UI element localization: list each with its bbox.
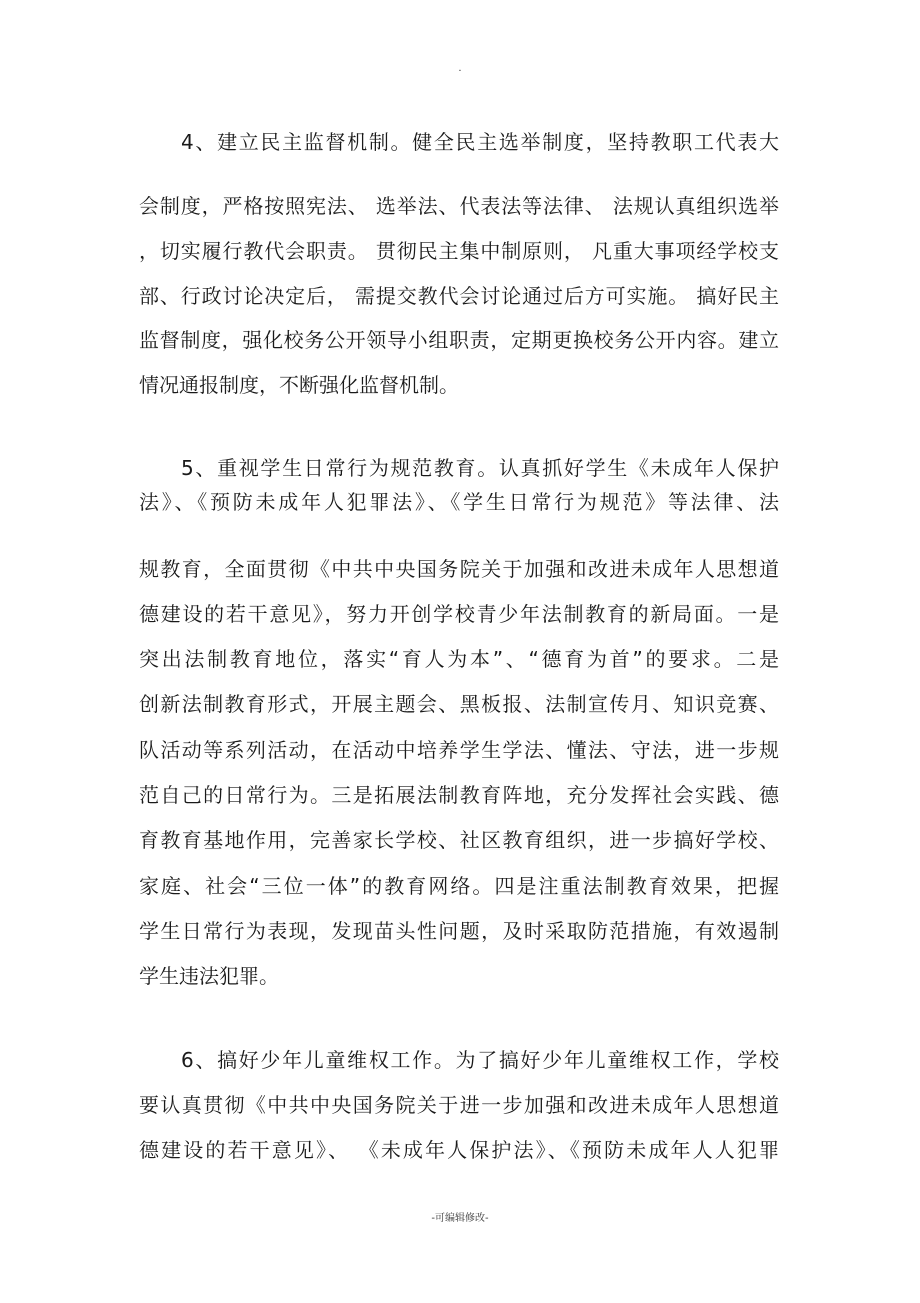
paragraph-6-line-3: 德建设的若干意见》、 《未成年人保护法》、《预防未成年人人犯罪 xyxy=(139,1138,779,1162)
paragraph-4-line-4: 部、行政讨论决定后， 需提交教代会讨论通过后方可实施。 搞好民主 xyxy=(139,284,779,308)
paragraph-5-line-7: 队活动等系列活动，在活动中培养学生学法、懂法、守法，进一步规 xyxy=(139,738,779,762)
paragraph-4-line-1: 4、建立民主监督机制。健全民主选举制度，坚持教职工代表大 xyxy=(181,130,779,154)
paragraph-5-line-3: 规教育，全面贯彻《中共中央国务院关于加强和改进未成年人思想道 xyxy=(139,557,779,581)
paragraph-5-line-8: 范自己的日常行为。三是拓展法制教育阵地，充分发挥社会实践、德 xyxy=(139,783,779,807)
paragraph-5-line-5: 突出法制教育地位，落实“育人为本”、“德育为首”的要求。二是 xyxy=(139,647,779,671)
paragraph-4-line-6: 情况通报制度，不断强化监督机制。 xyxy=(139,373,459,397)
paragraph-6-line-2: 要认真贯彻《中共中央国务院关于进一步加强和改进未成年人思想道 xyxy=(139,1093,779,1117)
paragraph-4-line-3: ，切实履行教代会职责。 贯彻民主集中制原则， 凡重大事项经学校支 xyxy=(139,239,779,263)
paragraph-5-line-10: 家庭、社会“三位一体”的教育网络。四是注重法制教育效果，把握 xyxy=(139,874,779,898)
paragraph-5-line-12: 学生违法犯罪。 xyxy=(139,964,279,988)
paragraph-5-line-11: 学生日常行为表现，发现苗头性问题，及时采取防范措施，有效遏制 xyxy=(139,919,779,943)
paragraph-5-line-6: 创新法制教育形式，开展主题会、黑板报、法制宣传月、知识竞赛、 xyxy=(139,692,779,716)
paragraph-6-line-1: 6、搞好少年儿童维权工作。为了搞好少年儿童维权工作，学校 xyxy=(181,1048,779,1072)
header-mark: . xyxy=(458,63,462,74)
paragraph-5-line-9: 育教育基地作用，完善家长学校、社区教育组织，进一步搞好学校、 xyxy=(139,828,779,852)
paragraph-4-line-5: 监督制度，强化校务公开领导小组职责，定期更换校务公开内容。建立 xyxy=(139,328,779,352)
paragraph-5-line-2: 法》、《预防未成年人犯罪法》、《学生日常行为规范》等法律、法 xyxy=(139,490,779,514)
paragraph-5-line-1: 5、重视学生日常行为规范教育。认真抓好学生《未成年人保护 xyxy=(181,456,779,480)
paragraph-4-line-2: 会制度，严格按照宪法、 选举法、代表法等法律、 法规认真组织选举 xyxy=(139,194,779,218)
page-footer: -可编辑修改- xyxy=(431,1213,489,1224)
paragraph-5-line-4: 德建设的若干意见》，努力开创学校青少年法制教育的新局面。一是 xyxy=(139,602,779,626)
